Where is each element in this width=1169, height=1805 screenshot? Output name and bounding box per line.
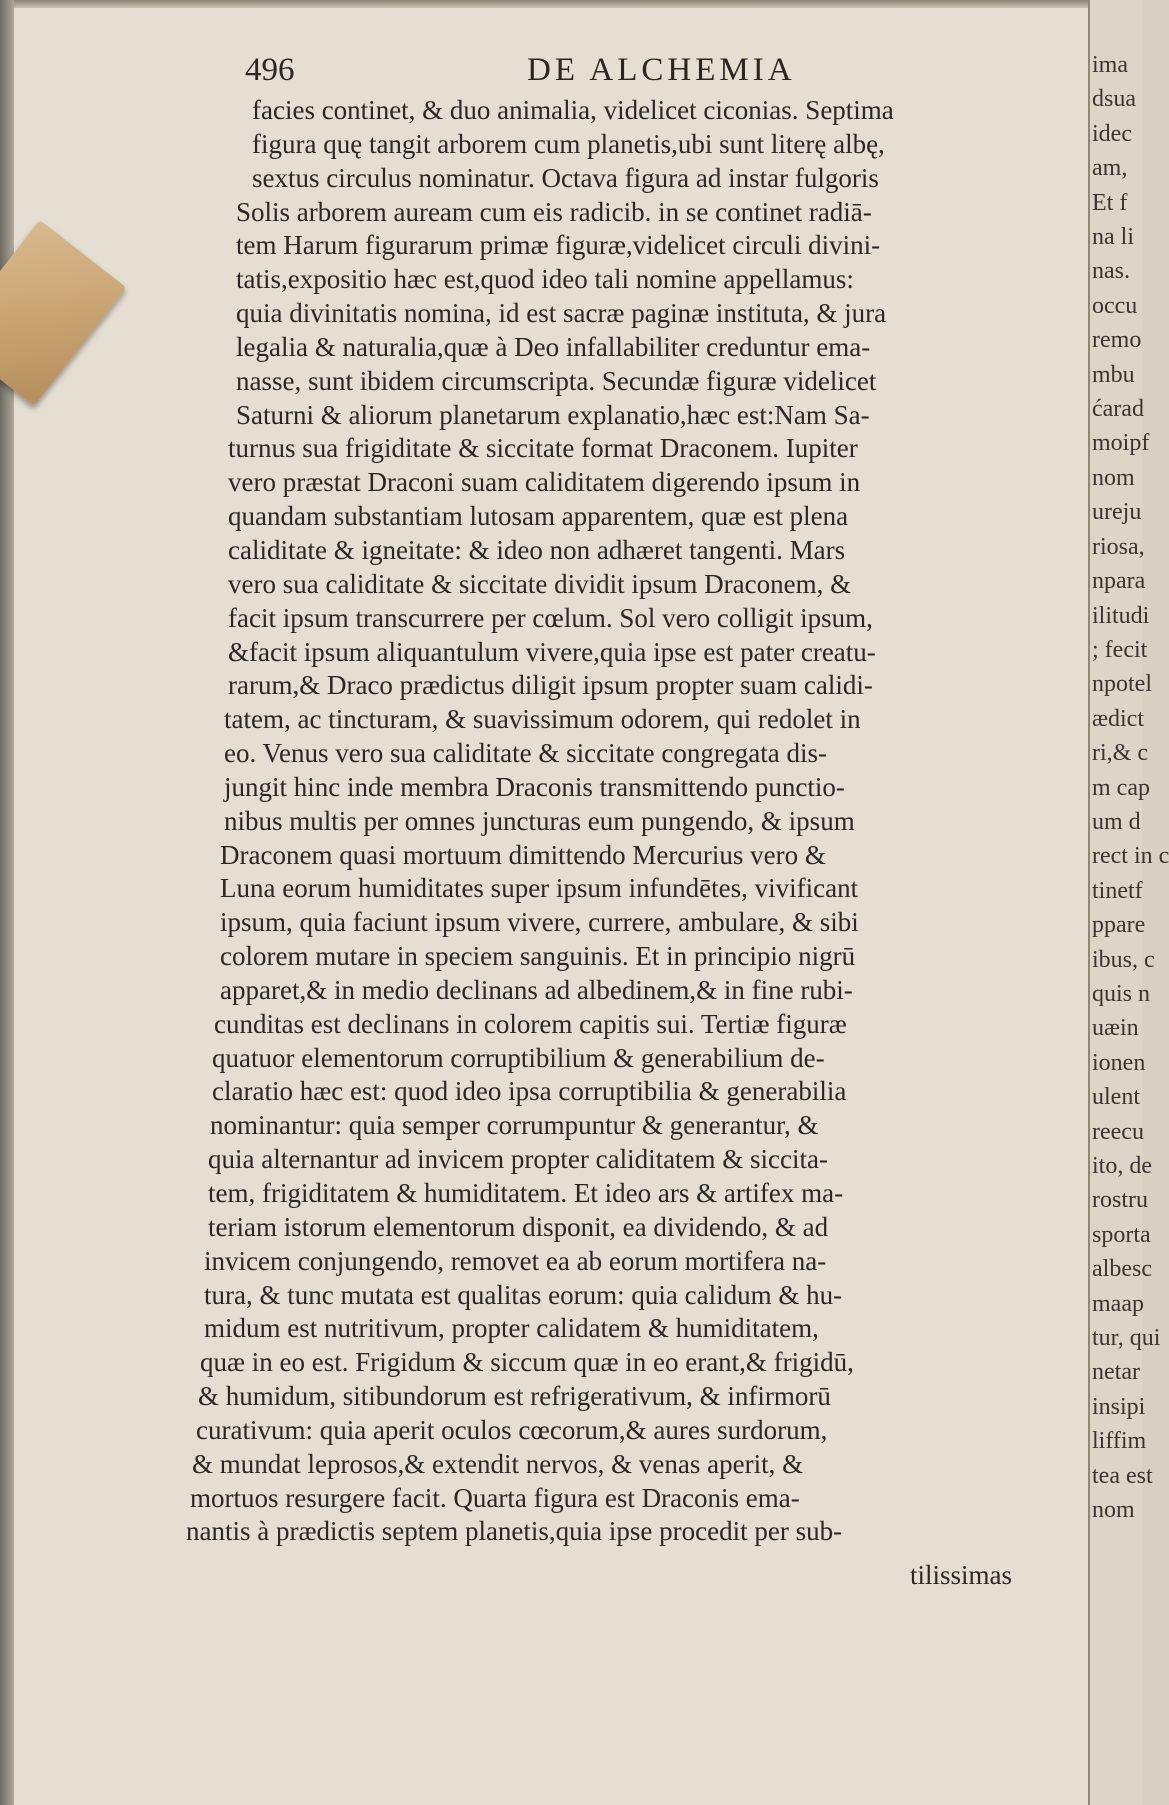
facing-page-line: albesc bbox=[1092, 1256, 1152, 1283]
facing-page-line: rect in c bbox=[1092, 843, 1169, 870]
text-line: quia divinitatis nomina, id est sacræ paginæ instituta, & jura bbox=[236, 298, 887, 329]
text-line: tura, & tunc mutata est qualitas eorum: quia calidum & hu- bbox=[204, 1279, 843, 1310]
text-line: cunditas est declinans in colorem capitis sui. Tertiæ figuræ bbox=[214, 1008, 847, 1039]
facing-page-line: remo bbox=[1092, 327, 1142, 354]
text-line: nominantur: quia semper corrumpuntur & generantur, & bbox=[210, 1110, 819, 1141]
text-line: quandam substantiam lutosam apparentem, quæ est plena bbox=[228, 501, 849, 532]
text-line: turnus sua frigiditate & siccitate format Draconem. Iupiter bbox=[228, 433, 858, 464]
facing-page-line: tea est bbox=[1092, 1462, 1153, 1489]
facing-page-line: Et f bbox=[1092, 189, 1128, 216]
text-line: colorem mutare in speciem sanguinis. Et in principio nigrū bbox=[220, 941, 856, 972]
body-text bbox=[186, 94, 1046, 1549]
facing-page-line: ulent bbox=[1092, 1084, 1140, 1111]
text-line: eo. Venus vero sua caliditate & siccitate congregata dis- bbox=[224, 738, 828, 769]
text-line: legalia & naturalia,quæ à Deo infallabiliter creduntur ema- bbox=[236, 331, 871, 362]
facing-page-line: riosa, bbox=[1092, 533, 1145, 560]
facing-page-line: ppare bbox=[1092, 912, 1146, 939]
text-line: teriam istorum elementorum disponit, ea dividendo, & ad bbox=[208, 1211, 829, 1242]
text-line: quia alternantur ad invicem propter caliditatem & siccita- bbox=[208, 1144, 828, 1175]
text-line: Saturni & aliorum planetarum explanatio,hæc est:Nam Sa- bbox=[236, 399, 870, 430]
text-line: nasse, sunt ibidem circumscripta. Secundæ figuræ videlicet bbox=[236, 365, 877, 396]
text-line: jungit hinc inde membra Draconis transmittendo punctio- bbox=[224, 771, 845, 802]
text-line: nibus multis per omnes juncturas eum pungendo, & ipsum bbox=[224, 805, 855, 836]
facing-page-line: npara bbox=[1092, 568, 1146, 595]
facing-page-line: um d bbox=[1092, 808, 1141, 835]
text-line: tem Harum figurarum primæ figuræ,videlicet circuli divini- bbox=[236, 230, 881, 261]
facing-page-fragments bbox=[1090, 48, 1169, 1527]
text-line: sextus circulus nominatur. Octava figura ad instar fulgoris bbox=[252, 162, 879, 193]
facing-page-line: nom bbox=[1092, 1497, 1135, 1524]
facing-page-line: nom bbox=[1092, 464, 1135, 491]
facing-page-line: nas. bbox=[1092, 258, 1130, 285]
facing-page-line: liffim bbox=[1092, 1428, 1147, 1455]
facing-page-line: tur, qui bbox=[1092, 1325, 1161, 1352]
text-line: curativum: quia aperit oculos cœcorum,& aures surdorum, bbox=[196, 1414, 828, 1445]
text-line: & mundat leprosos,& extendit nervos, & venas aperit, & bbox=[192, 1448, 804, 1479]
facing-page-line: ureju bbox=[1092, 499, 1142, 526]
text-line: Draconem quasi mortuum dimittendo Mercurius vero & bbox=[220, 839, 826, 870]
text-line: Luna eorum humiditates super ipsum infundētes, vivificant bbox=[220, 873, 859, 904]
facing-page-line: occu bbox=[1092, 292, 1138, 319]
facing-page-line: reecu bbox=[1092, 1118, 1144, 1145]
text-line: claratio hæc est: quod ideo ipsa corruptibilia & generabilia bbox=[212, 1076, 847, 1107]
text-line: tem, frigiditatem & humiditatem. Et ideo ars & artifex ma- bbox=[208, 1178, 844, 1208]
facing-page-line: m cap bbox=[1092, 774, 1150, 801]
facing-page-line: maap bbox=[1092, 1290, 1144, 1317]
running-title: DE ALCHEMIA bbox=[527, 52, 796, 88]
text-line: rarum,& Draco prædictus diligit ipsum propter suam calidi- bbox=[228, 670, 873, 701]
facing-page-line: ima bbox=[1092, 52, 1128, 78]
text-line: tatis,expositio hæc est,quod ideo tali nomine appellamus: bbox=[236, 264, 854, 295]
text-line: facit ipsum transcurrere per cœlum. Sol vero colligit ipsum, bbox=[228, 602, 873, 633]
text-line: mortuos resurgere facit. Quarta figura est Draconis ema- bbox=[190, 1482, 800, 1513]
facing-page-line: netar bbox=[1092, 1359, 1140, 1386]
facing-page-line: ćarad bbox=[1092, 396, 1144, 423]
facing-page-line: rostru bbox=[1092, 1187, 1148, 1214]
facing-page-line: dsua bbox=[1092, 86, 1136, 113]
facing-page-line: moipf bbox=[1092, 430, 1150, 457]
facing-page-line: insipi bbox=[1092, 1393, 1146, 1420]
facing-page-line: am, bbox=[1092, 155, 1128, 182]
text-line: figura quę tangit arborem cum planetis,ubi sunt literę albę, bbox=[252, 128, 885, 159]
facing-page-line: ilitudi bbox=[1092, 602, 1150, 629]
text-line: ipsum, quia faciunt ipsum vivere, currere, ambulare, & sibi bbox=[220, 907, 859, 938]
text-line: midum est nutritivum, propter calidatem & humiditatem, bbox=[204, 1313, 819, 1344]
facing-page-line: tinetf bbox=[1092, 877, 1143, 904]
text-line: tatem, ac tincturam, & suavissimum odorem, qui redolet in bbox=[224, 704, 861, 735]
facing-page-line: npotel bbox=[1092, 671, 1152, 698]
text-line: quæ in eo est. Frigidum & siccum quæ in eo erant,& frigidū, bbox=[200, 1347, 854, 1378]
text-line: apparet,& in medio declinans ad albedinem,& in fine rubi- bbox=[220, 974, 853, 1005]
facing-page-line: ; fecit bbox=[1092, 636, 1148, 663]
facing-page-line: ibus, c bbox=[1092, 946, 1155, 973]
facing-page-line: uæin bbox=[1092, 1015, 1139, 1042]
facing-page-line: ri,& c bbox=[1092, 740, 1148, 767]
text-line: quatuor elementorum corruptibilium & generabilium de- bbox=[212, 1042, 825, 1073]
text-line: Solis arborem auream cum eis radicib. in se continet radiā- bbox=[236, 196, 872, 227]
facing-page-line: ionen bbox=[1092, 1049, 1146, 1076]
facing-page-line: quis n bbox=[1092, 980, 1151, 1007]
facing-page-line: idec bbox=[1092, 120, 1132, 147]
catchword: tilissimas bbox=[910, 1560, 1013, 1590]
facing-page-edge bbox=[1088, 0, 1169, 1805]
text-line: invicem conjungendo, removet ea ab eorum mortifera na- bbox=[204, 1245, 827, 1276]
page-header bbox=[245, 52, 835, 94]
text-line: vero sua caliditate & siccitate dividit ipsum Draconem, & bbox=[228, 568, 852, 599]
text-line: nantis à prædictis septem planetis,quia ipse procedit per sub- bbox=[186, 1516, 843, 1547]
page-number: 496 bbox=[245, 52, 295, 88]
text-line: caliditate & igneitate: & ideo non adhæret tangenti. Mars bbox=[228, 534, 846, 565]
facing-page-line: na li bbox=[1092, 224, 1134, 251]
facing-page-line: sporta bbox=[1092, 1221, 1151, 1248]
text-line: vero præstat Draconi suam caliditatem digerendo ipsum in bbox=[228, 467, 861, 498]
facing-page-line: mbu bbox=[1092, 361, 1135, 388]
facing-page-line: ito, de bbox=[1092, 1153, 1152, 1179]
text-line: facies continet, & duo animalia, videlicet ciconias. Septima bbox=[252, 95, 894, 125]
text-line: & humidum, sitibundorum est refrigerativum, & infirmorū bbox=[198, 1381, 831, 1412]
facing-page-line: ædict bbox=[1092, 705, 1144, 732]
text-line: &facit ipsum aliquantulum vivere,quia ipse est pater creatu- bbox=[228, 636, 876, 667]
